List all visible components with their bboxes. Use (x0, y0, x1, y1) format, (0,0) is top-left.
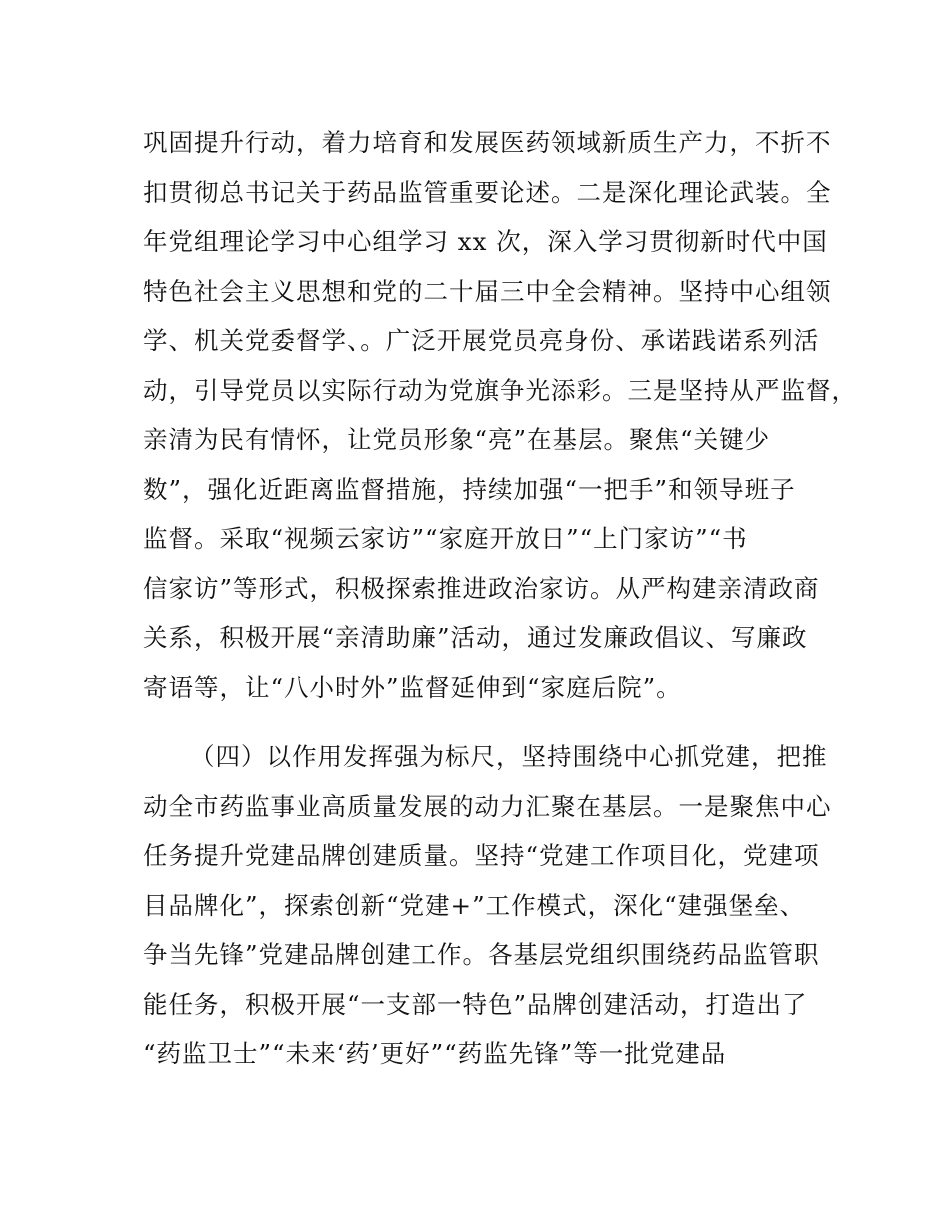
text-line: 扣贯彻总书记关于药品监管重要论述。二是深化理论武装。全 (143, 178, 832, 207)
text-line: 监督。采取“视频云家访”“家庭开放日”“上门家访”“书 (143, 524, 748, 553)
text-line: 亲清为民有情怀，让党员形象“亮”在基层。聚焦“关键少 (143, 425, 771, 454)
text-line: 关系，积极开展“亲清助廉”活动，通过发廉政倡议、写廉政 (143, 623, 808, 652)
text-line: 目品牌化”，探索创新“党建+”工作模式，深化“建强堡垒、 (143, 891, 806, 920)
text-line: 能任务，积极开展“一支部一特色”品牌创建活动，打造出了 (143, 990, 808, 1019)
text-line: （四）以作用发挥强为标尺，坚持围绕中心抓党建，把推 (190, 742, 828, 771)
text-line: 动全市药监事业高质量发展的动力汇聚在基层。一是聚焦中心 (143, 792, 832, 821)
text-line: 学、机关党委督学、。广泛开展党员亮身份、承诺践诺系列活 (143, 326, 820, 355)
text-line: 年党组理论学习中心组学习 xx 次，深入学习贯彻新时代中国 (143, 227, 828, 256)
text-line: 信家访”等形式，积极探索推进政治家访。从严构建亲清政商 (143, 574, 820, 603)
text-line: 争当先锋”党建品牌创建工作。各基层党组织围绕药品监管职 (143, 940, 820, 969)
text-line: 巩固提升行动，着力培育和发展医药领域新质生产力，不折不 (143, 128, 832, 157)
text-line: 数”，强化近距离监督措施，持续加强“一把手”和领导班子 (143, 475, 796, 504)
text-line: 特色社会主义思想和党的二十届三中全会精神。坚持中心组领 (143, 277, 832, 306)
text-line: 寄语等，让“八小时外”监督延伸到“家庭后院”。 (143, 673, 682, 702)
text-line: “药监卫士”“未来‘药’更好”“药监先锋”等一批党建品 (143, 1039, 727, 1068)
text-line: 任务提升党建品牌创建质量。坚持“党建工作项目化，党建项 (143, 841, 820, 870)
text-line: 动，引导党员以实际行动为党旗争光添彩。三是坚持从严监督， (143, 376, 857, 405)
